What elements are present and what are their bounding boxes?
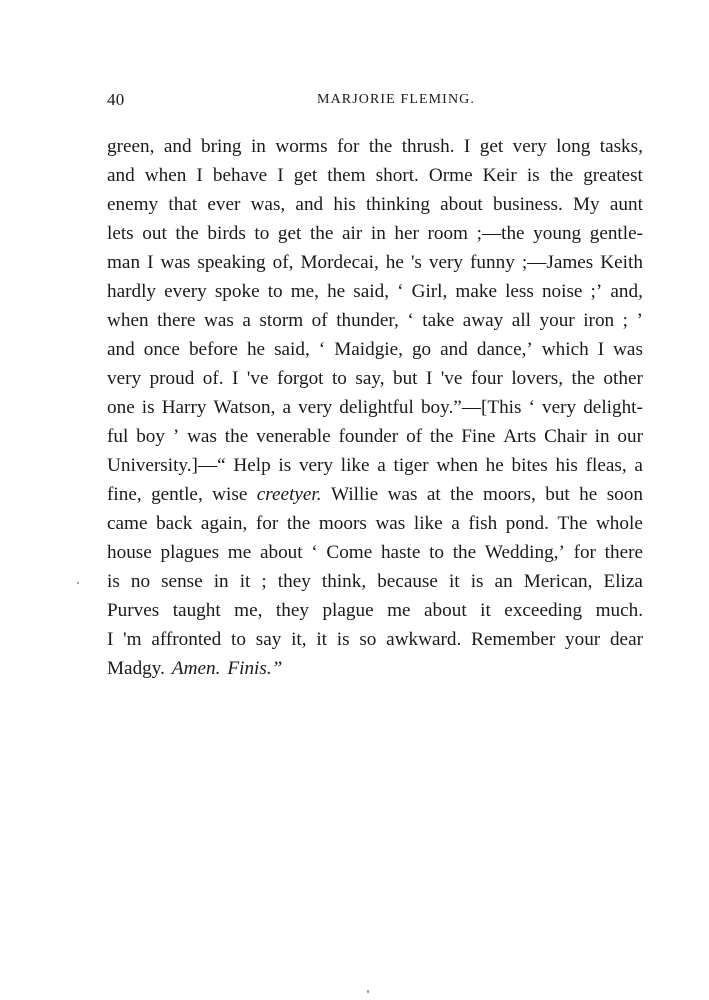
text-line: fine, gentle, wise creetyer. Willie was at the moors, but he soon xyxy=(107,484,643,505)
text-line: man I was speaking of, Mordecai, he 's very funny ;—James Keith xyxy=(107,252,643,273)
text-line: enemy that ever was, and his thinking about business. My aunt xyxy=(107,194,643,215)
page-speck xyxy=(367,990,369,993)
running-title: MARJORIE FLEMING. xyxy=(317,92,475,107)
text-line: and once before he said, ‘ Maidgie, go and dance,’ which I was xyxy=(107,339,643,360)
text-line: lets out the birds to get the air in her room ;—the young gentle- xyxy=(107,223,643,244)
text-line: hardly every spoke to me, he said, ‘ Girl, make less noise ;’ and, xyxy=(107,281,643,302)
body-text xyxy=(107,132,643,683)
text-line: Purves taught me, they plague me about it exceeding much. xyxy=(107,600,643,621)
text-line: ful boy ’ was the venerable founder of the Fine Arts Chair in our xyxy=(107,426,643,447)
text-line: is no sense in it ; they think, because it is an Merican, Eliza xyxy=(107,571,643,592)
text-line: green, and bring in worms for the thrush. I get very long tasks, xyxy=(107,136,643,157)
text-line: Madgy. Amen. Finis.” xyxy=(107,658,283,679)
text-line: and when I behave I get them short. Orme Keir is the greatest xyxy=(107,165,643,186)
text-line: came back again, for the moors was like a fish pond. The whole xyxy=(107,513,643,534)
text-line: one is Harry Watson, a very delightful boy.”—[This ‘ very delight- xyxy=(107,397,643,418)
text-line: I 'm affronted to say it, it is so awkward. Remember your dear xyxy=(107,629,643,650)
text-line: house plagues me about ‘ Come haste to the Wedding,’ for there xyxy=(107,542,643,563)
text-line: when there was a storm of thunder, ‘ take away all your iron ; ’ xyxy=(107,310,643,331)
page-number: 40 xyxy=(107,90,125,109)
running-head xyxy=(107,90,647,114)
text-line: University.]—“ Help is very like a tiger when he bites his fleas, a xyxy=(107,455,643,476)
page-speck xyxy=(77,582,79,584)
text-line: very proud of. I 've forgot to say, but I 've four lovers, the other xyxy=(107,368,643,389)
